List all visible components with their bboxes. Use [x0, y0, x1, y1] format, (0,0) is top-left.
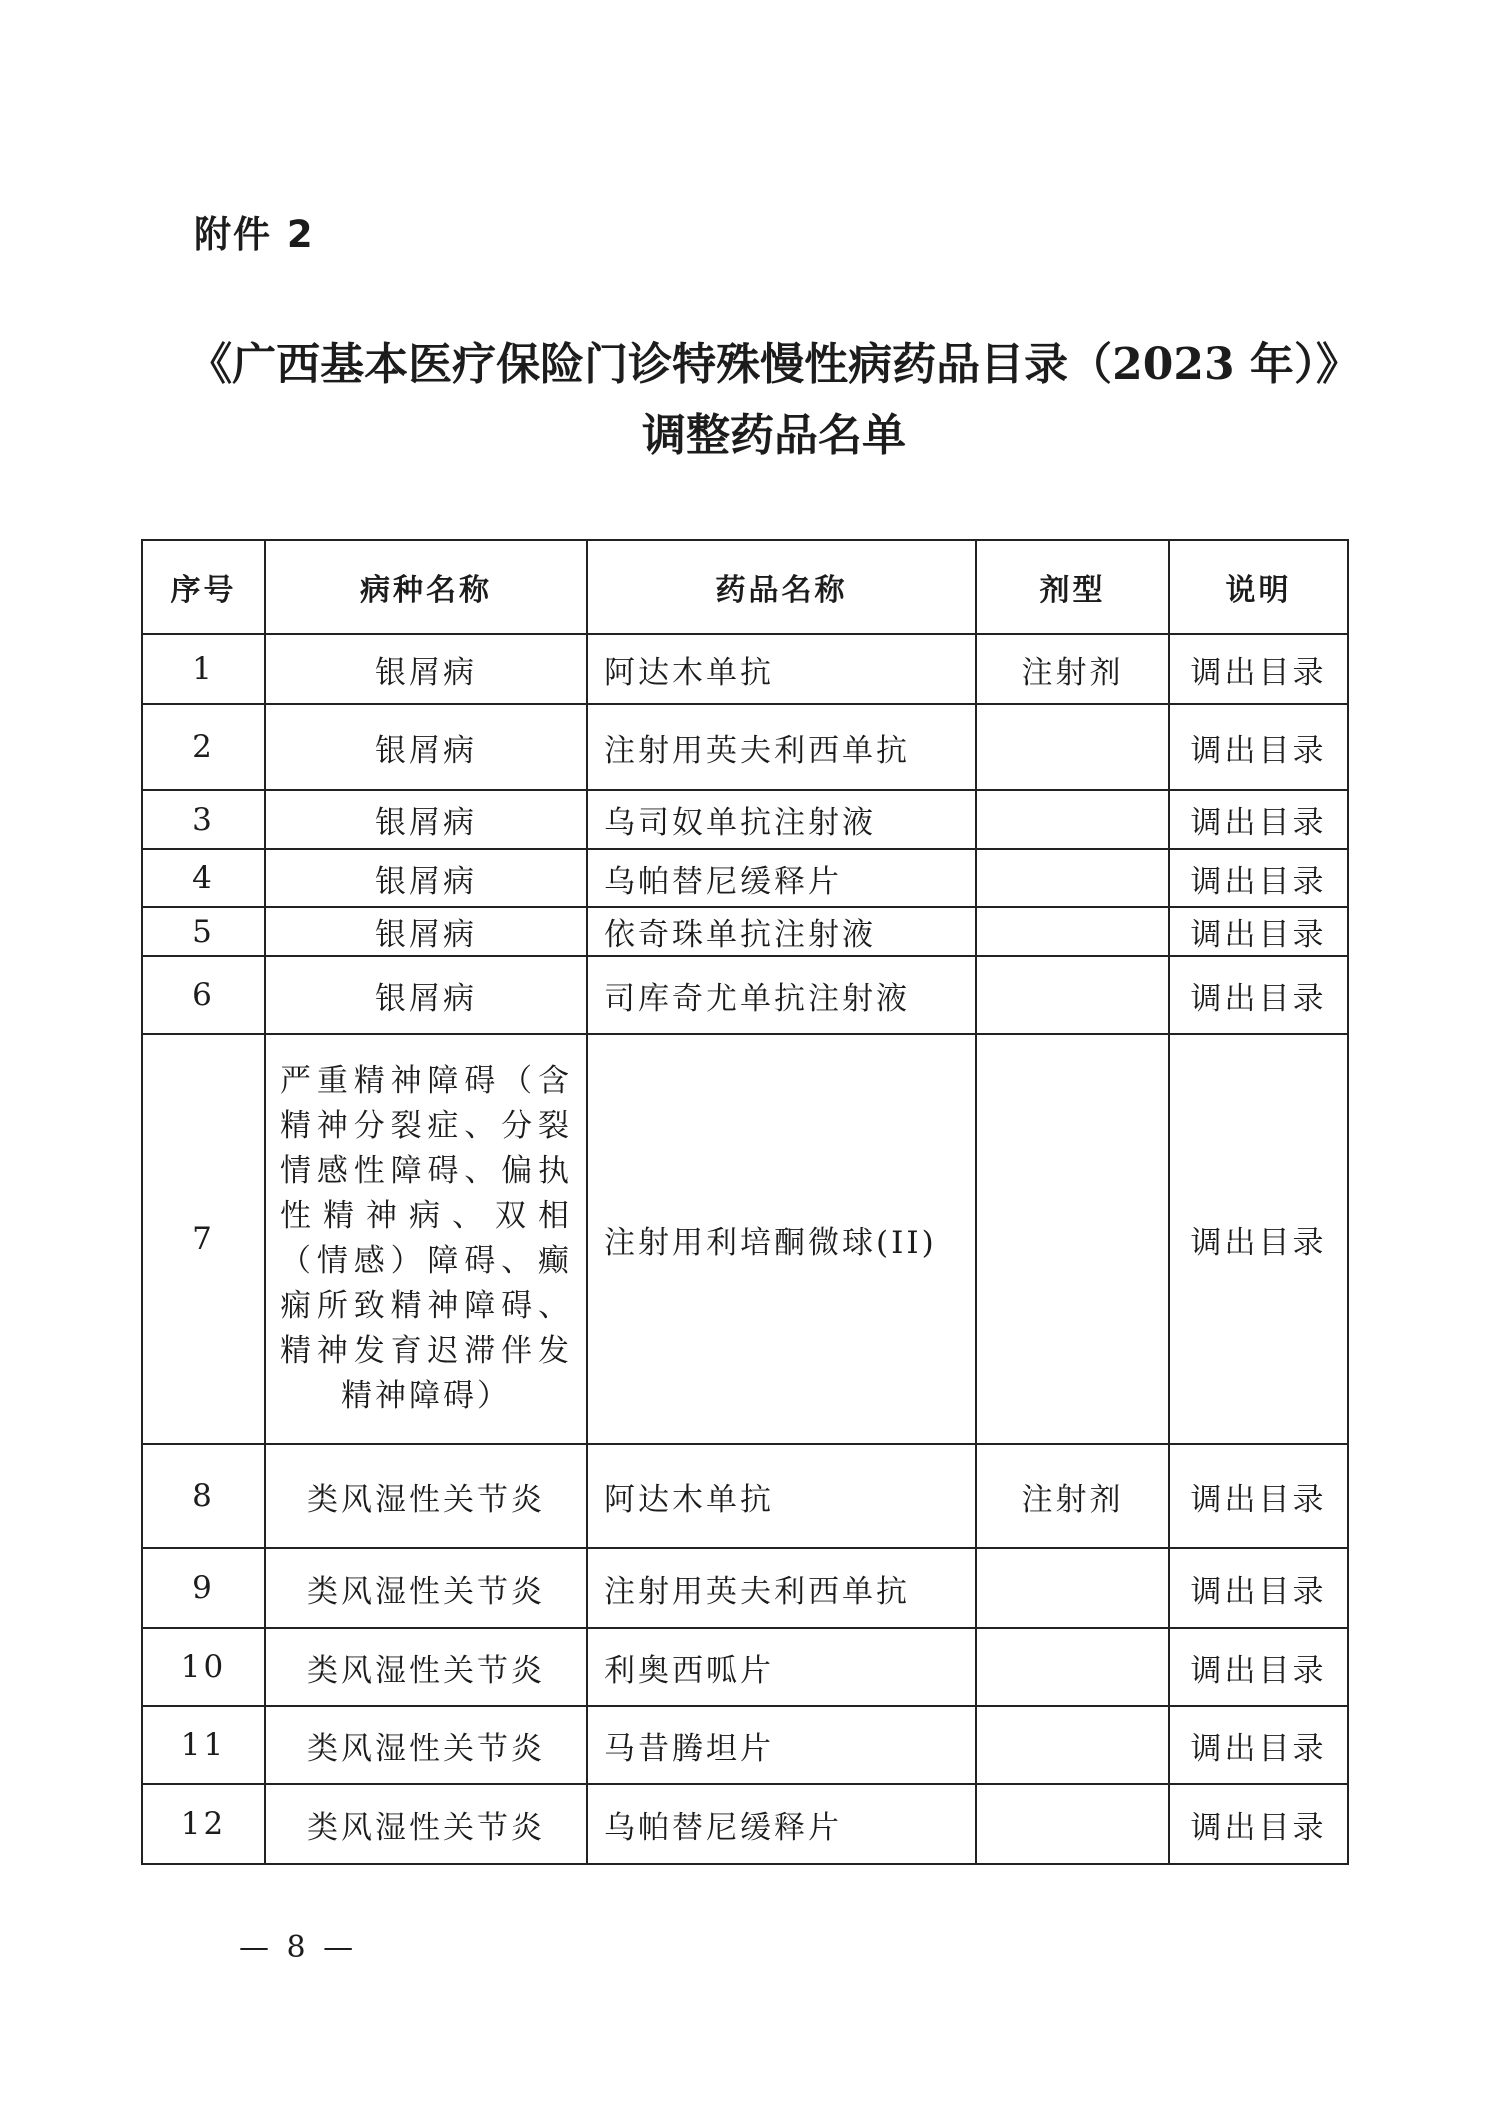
row-number: 11: [142, 1706, 265, 1784]
table-row: [142, 1706, 1348, 1784]
table-row: [142, 790, 1348, 849]
dosage-form: [976, 1706, 1169, 1784]
table-row: [142, 1784, 1348, 1864]
note: 调出目录: [1169, 790, 1348, 849]
document-subtitle: 调整药品名单: [642, 410, 906, 461]
note: 调出目录: [1169, 1548, 1348, 1628]
drug-name: 司库奇尤单抗注射液: [587, 956, 976, 1034]
disease-name: 类风湿性关节炎: [265, 1628, 587, 1706]
row-number: 5: [142, 907, 265, 956]
table-row: [142, 1444, 1348, 1548]
table-row: [142, 1628, 1348, 1706]
dosage-form: [976, 790, 1169, 849]
table-row: [142, 907, 1348, 956]
header-dosage-form: 剂型: [976, 540, 1169, 634]
drug-name: 马昔腾坦片: [587, 1706, 976, 1784]
dosage-form: [976, 1548, 1169, 1628]
disease-name: 银屑病: [265, 956, 587, 1034]
row-number: 12: [142, 1784, 265, 1864]
drug-name: 阿达木单抗: [587, 1444, 976, 1548]
row-number: 3: [142, 790, 265, 849]
drug-name: 注射用英夫利西单抗: [587, 704, 976, 790]
disease-name: 银屑病: [265, 790, 587, 849]
note: 调出目录: [1169, 956, 1348, 1034]
header-number: 序号: [142, 540, 265, 634]
drug-name: 乌帕替尼缓释片: [587, 849, 976, 907]
drug-name: 乌司奴单抗注射液: [587, 790, 976, 849]
dosage-form: [976, 1034, 1169, 1444]
row-number: 9: [142, 1548, 265, 1628]
row-number: 4: [142, 849, 265, 907]
header-note: 说明: [1169, 540, 1348, 634]
note: 调出目录: [1169, 849, 1348, 907]
disease-name: 银屑病: [265, 704, 587, 790]
dosage-form: 注射剂: [976, 1444, 1169, 1548]
row-number: 1: [142, 634, 265, 704]
note: 调出目录: [1169, 1784, 1348, 1864]
row-number: 7: [142, 1034, 265, 1444]
note: 调出目录: [1169, 1034, 1348, 1444]
row-number: 10: [142, 1628, 265, 1706]
drug-name: 阿达木单抗: [587, 634, 976, 704]
dosage-form: [976, 956, 1169, 1034]
dosage-form: [976, 849, 1169, 907]
table-row: [142, 1034, 1348, 1444]
header-drug: 药品名称: [587, 540, 976, 634]
dosage-form: [976, 1784, 1169, 1864]
table-row: [142, 956, 1348, 1034]
dosage-form: [976, 1628, 1169, 1706]
disease-name: 类风湿性关节炎: [265, 1548, 587, 1628]
attachment-label: 附件 2: [194, 213, 315, 256]
note: 调出目录: [1169, 1628, 1348, 1706]
dosage-form: [976, 704, 1169, 790]
drug-name: 注射用英夫利西单抗: [587, 1548, 976, 1628]
disease-name: 严重精神障碍（含精神分裂症、分裂情感性障碍、偏执性精神病、双相（情感）障碍、癫痫所致精神障碍、精神发育迟滞伴发精神障碍）: [265, 1034, 587, 1444]
note: 调出目录: [1169, 1706, 1348, 1784]
table-row: [142, 849, 1348, 907]
disease-name: 类风湿性关节炎: [265, 1444, 587, 1548]
header-disease: 病种名称: [265, 540, 587, 634]
disease-name: 类风湿性关节炎: [265, 1706, 587, 1784]
note: 调出目录: [1169, 907, 1348, 956]
drug-name: 注射用利培酮微球(II): [587, 1034, 976, 1444]
document-title: 《广西基本医疗保险门诊特殊慢性病药品目录（2023 年）》: [188, 339, 1360, 390]
note: 调出目录: [1169, 1444, 1348, 1548]
drug-name: 依奇珠单抗注射液: [587, 907, 976, 956]
page-number: — 8 —: [239, 1930, 358, 1965]
table-row: [142, 704, 1348, 790]
dosage-form: [976, 907, 1169, 956]
drug-adjustment-table: [141, 539, 1349, 1865]
row-number: 2: [142, 704, 265, 790]
drug-name: 乌帕替尼缓释片: [587, 1784, 976, 1864]
drug-name: 利奥西呱片: [587, 1628, 976, 1706]
disease-name: 银屑病: [265, 634, 587, 704]
table-row: [142, 1548, 1348, 1628]
table-row: [142, 634, 1348, 704]
disease-name: 银屑病: [265, 849, 587, 907]
note: 调出目录: [1169, 634, 1348, 704]
table-header-row: [142, 540, 1348, 634]
row-number: 8: [142, 1444, 265, 1548]
dosage-form: 注射剂: [976, 634, 1169, 704]
disease-name: 类风湿性关节炎: [265, 1784, 587, 1864]
disease-name: 银屑病: [265, 907, 587, 956]
row-number: 6: [142, 956, 265, 1034]
note: 调出目录: [1169, 704, 1348, 790]
